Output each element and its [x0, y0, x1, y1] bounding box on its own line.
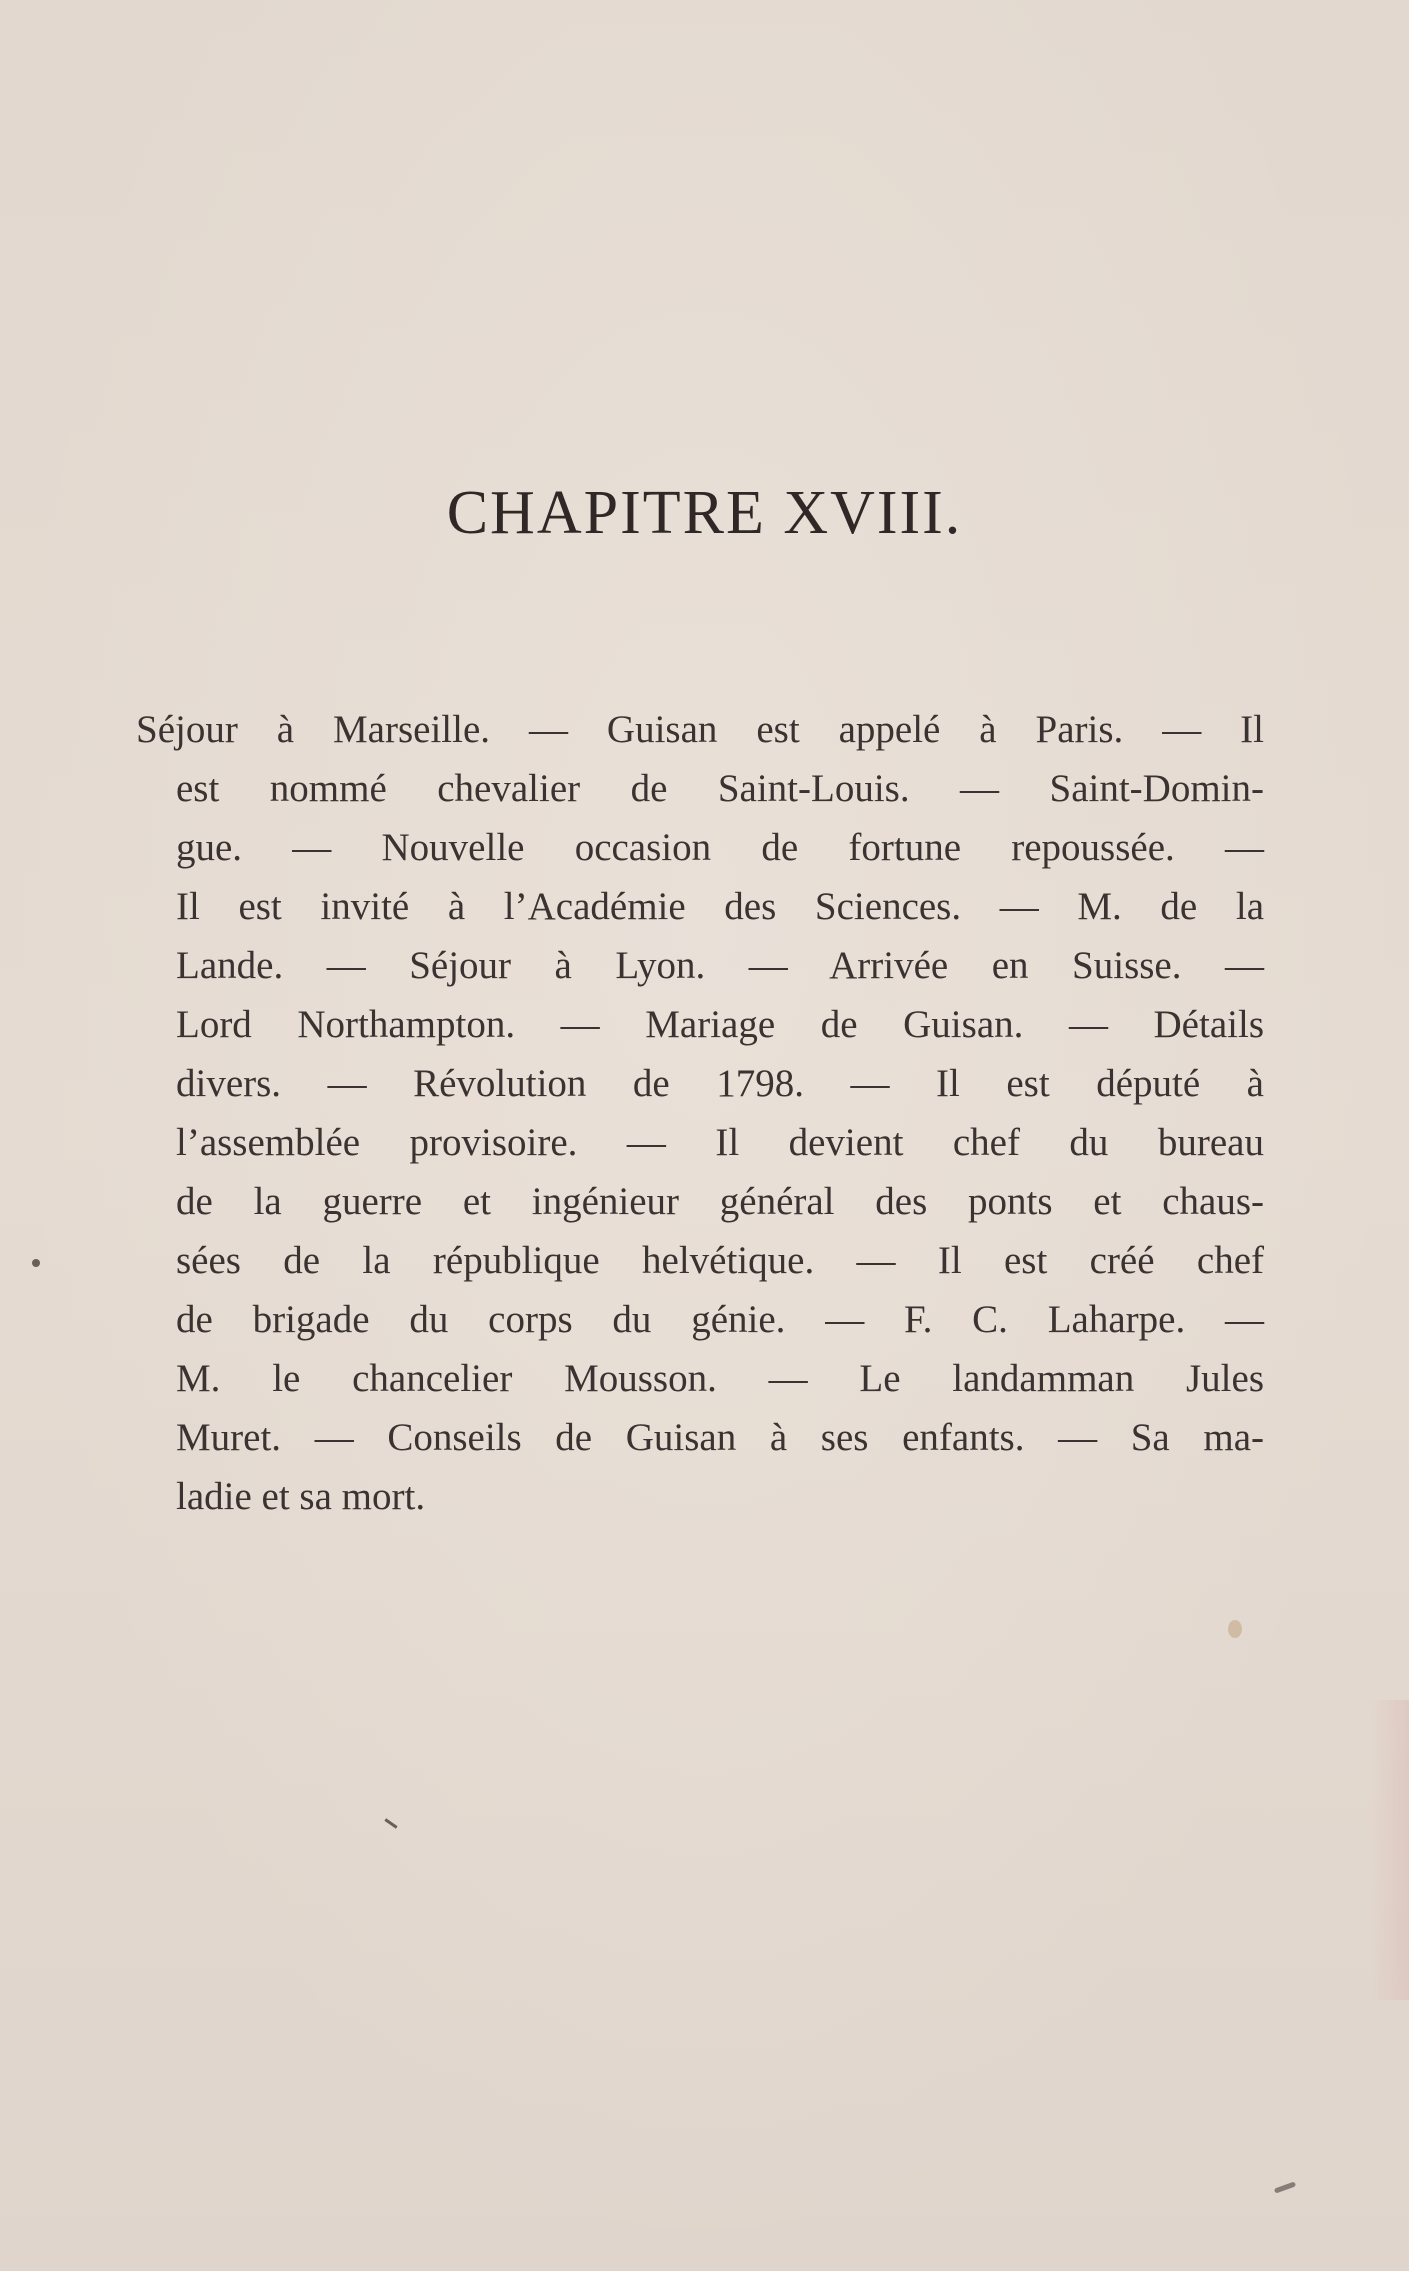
- summary-line: divers. — Révolution de 1798. — Il est député à: [176, 1062, 1264, 1105]
- summary-line: est nommé chevalier de Saint-Louis. — Saint-Domin-: [176, 767, 1264, 810]
- summary-line: Lord Northampton. — Mariage de Guisan. — Détails: [176, 1003, 1264, 1046]
- summary-line: sées de la république helvétique. — Il est créé chef: [176, 1239, 1264, 1282]
- margin-dot: [32, 1259, 40, 1267]
- summary-line: l’assemblée provisoire. — Il devient chef du bureau: [176, 1121, 1264, 1164]
- summary-line: M. le chancelier Mousson. — Le landamman Jules: [176, 1357, 1264, 1400]
- summary-line: gue. — Nouvelle occasion de fortune repoussée. —: [176, 826, 1264, 869]
- summary-line: Lande. — Séjour à Lyon. — Arrivée en Suisse. —: [176, 944, 1264, 987]
- summary-line: de brigade du corps du génie. — F. C. Laharpe. —: [176, 1298, 1264, 1341]
- summary-line: de la guerre et ingénieur général des ponts et chaus-: [176, 1180, 1264, 1223]
- chapter-title: CHAPITRE XVIII.: [446, 479, 963, 547]
- summary-line: ladie et sa mort.: [176, 1475, 426, 1518]
- summary-line: Il est invité à l’Académie des Sciences. — M. de la: [176, 885, 1264, 928]
- paper-stain: [1369, 1700, 1409, 2000]
- summary-line: Muret. — Conseils de Guisan à ses enfants. — Sa ma-: [176, 1416, 1264, 1459]
- ink-speck: [1274, 2181, 1296, 2193]
- ink-speck: [384, 1818, 397, 1828]
- chapter-summary: [136, 700, 1264, 1526]
- foxing-spot: [1228, 1620, 1242, 1638]
- summary-line: Séjour à Marseille. — Guisan est appelé à Paris. — Il: [136, 708, 1264, 751]
